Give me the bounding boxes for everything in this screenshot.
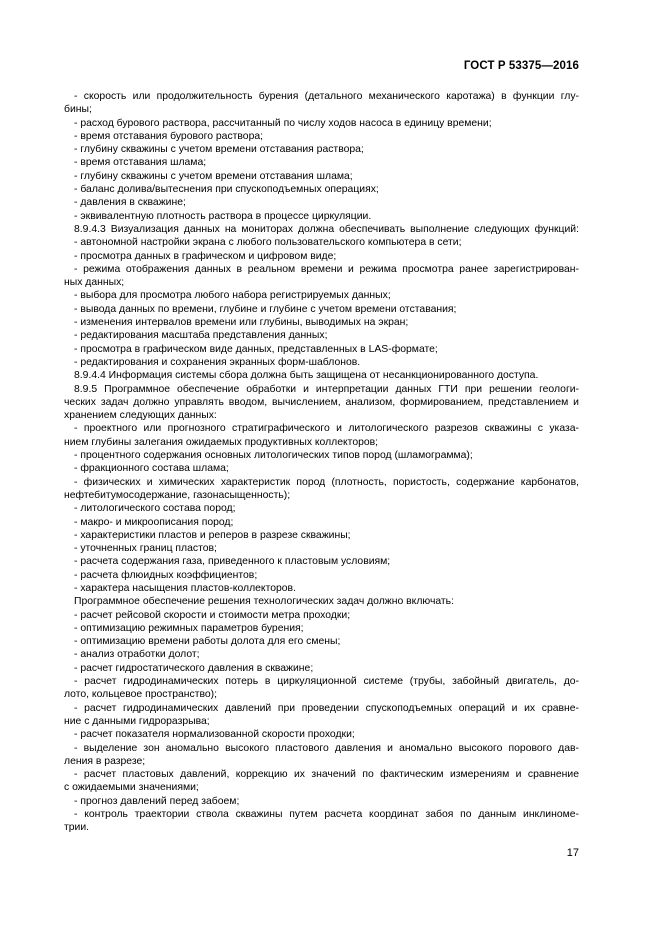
text-line: - давления в скважине; [74, 197, 186, 209]
text-line: - редактирования масштаба представления данных; [74, 330, 328, 342]
text-line: - выбора для просмотра любого набора регистрируемых данных; [74, 290, 391, 302]
text-line: - контроль траектории ствола скважины путем расчета координат забоя по данным инклиноме- [74, 809, 579, 821]
text-line: - фракционного состава шлама; [74, 463, 229, 475]
text-line: - расход бурового раствора, рассчитанный по числу ходов насоса в единицу времени; [74, 117, 492, 129]
text-line: - баланс долива/вытеснения при спускоподъемных операциях; [74, 184, 379, 196]
text-line: - уточненных границ пластов; [74, 543, 217, 555]
text-line: бины; [64, 104, 92, 116]
text-line: - макро- и микроописания пород; [74, 516, 234, 528]
text-line: - режима отображения данных в реальном времени и режима просмотра ранее зарегистрирован- [74, 263, 579, 275]
text-line: ных данных; [64, 277, 125, 289]
text-line: - физических и химических характеристик пород (плотность, пористость, содержание карбонатов, [74, 476, 579, 488]
text-line: - скорость или продолжительность бурения (детального механического каротажа) в функции глу- [74, 91, 579, 102]
text-line: - расчет показателя нормализованной скорости проходки; [74, 729, 355, 741]
text-line: ние с данными гидроразрыва; [64, 715, 210, 727]
text-line: - время отставания шлама; [74, 157, 207, 169]
text-line: - оптимизацию времени работы долота для его смены; [74, 636, 341, 648]
text-line: Программное обеспечение решения технологических задач должно включать: [74, 596, 454, 608]
text-line: 8.9.4.4 Информация системы сбора должна быть защищена от несанкционированного доступа. [74, 370, 539, 382]
page-body [64, 90, 579, 835]
text-line: - расчета содержания газа, приведенного к пластовым условиям; [74, 556, 391, 568]
text-line: - редактирования и сохранения экранных форм-шаблонов. [74, 356, 361, 368]
text-line: - расчет гидродинамических потерь в циркуляционной системе (трубы, забойный двигатель, до- [74, 676, 579, 688]
text-line: - просмотра данных в графическом и цифровом виде; [74, 250, 337, 262]
text-line: лото, кольцевое пространство); [64, 689, 217, 701]
text-line: 8.9.4.3 Визуализация данных на мониторах должна обеспечивать выполнение следующих функций: [74, 223, 579, 235]
text-line: - просмотра в графическом виде данных, представленных в LAS-формате; [74, 343, 438, 355]
text-line: - характеристики пластов и реперов в разрезе скважины; [74, 529, 351, 541]
text-line: - анализ отработки долот; [74, 649, 200, 661]
text-line: - глубину скважины с учетом времени отставания шлама; [74, 170, 353, 182]
text-line: - процентного содержания основных литологических типов пород (шламограмма); [74, 450, 473, 462]
text-line: - прогноз давлений перед забоем; [74, 795, 240, 807]
text-line: - вывода данных по времени, глубине и глубине с учетом времени отставания; [74, 303, 457, 315]
text-line: трии. [64, 822, 90, 834]
text-line: - глубину скважины с учетом времени отставания раствора; [74, 144, 364, 156]
text-line: нием глубины залегания ожидаемых продуктивных коллекторов; [64, 436, 379, 448]
text-line: - выделение зон аномально высокого пластового давления и аномально высокого порового дав- [74, 742, 579, 754]
text-line: - эквивалентную плотность раствора в процессе циркуляции. [74, 210, 372, 222]
text-line: - проектного или прогнозного стратиграфического и литологического разрезов скважины с указа- [74, 423, 579, 435]
document-code: ГОСТ Р 53375—2016 [463, 60, 579, 72]
text-line: - расчет гидродинамических давлений при проведении спускоподъемных операций и их сравне- [74, 702, 579, 714]
text-line: - литологического состава пород; [74, 503, 236, 515]
text-line: 8.9.5 Программное обеспечение обработки и интерпретации данных ГТИ при решении геологи- [74, 383, 579, 395]
text-line: ления в разрезе; [64, 755, 146, 767]
text-line: - расчета флюидных коэффициентов; [74, 569, 258, 581]
page-number: 17 [566, 847, 579, 859]
text-line: - оптимизацию режимных параметров бурения; [74, 622, 304, 634]
text-line: - характера насыщения пластов-коллекторов. [74, 582, 296, 594]
text-line: - расчет гидростатического давления в скважине; [74, 662, 314, 674]
text-line: - расчет рейсовой скорости и стоимости метра проходки; [74, 609, 351, 621]
text-line: нефтебитумосодержание, газонасыщенность); [64, 489, 291, 501]
text-line: с ожидаемыми значениями; [64, 782, 199, 794]
text-line: - изменения интервалов времени или глубины, выводимых на экран; [74, 317, 409, 329]
text-line: - расчет пластовых давлений, коррекцию их значений по фактическим измерениям и сравнение [74, 769, 579, 781]
text-line: - время отставания бурового раствора; [74, 130, 264, 142]
text-line: ческих задач должно управлять вводом, вычислением, анализом, формированием, представлением и [64, 396, 579, 408]
text-line: хранением следующих данных: [64, 410, 217, 422]
text-line: - автономной настройки экрана с любого пользовательского компьютера в сети; [74, 237, 462, 249]
